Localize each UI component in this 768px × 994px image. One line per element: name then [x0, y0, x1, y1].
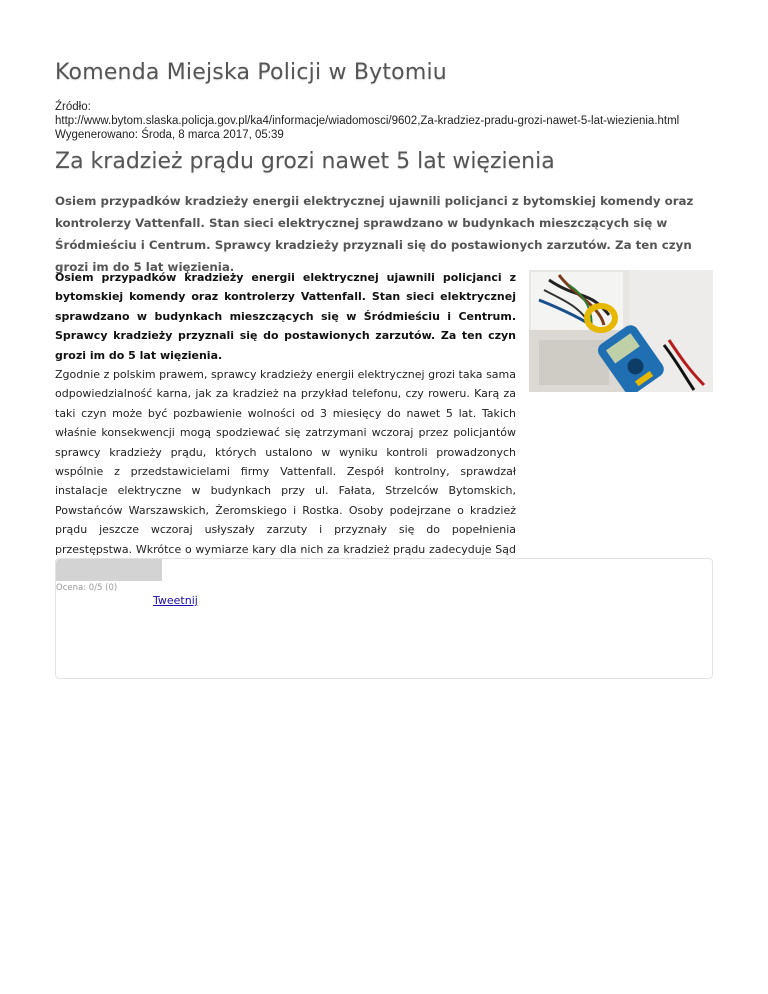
article-body [55, 268, 516, 579]
tweet-link[interactable]: Tweetnij [153, 594, 198, 607]
rating-text: Ocena: 0/5 (0) [56, 583, 118, 593]
rating-box [55, 558, 713, 679]
generated-date: Wygenerowano: Środa, 8 marca 2017, 05:39 [55, 129, 284, 141]
source-url: http://www.bytom.slaska.policja.gov.pl/ka4/informacje/wiadomosci/9602,Za-kradziez-pradu-grozi-nawet-5-lat-wiezienia.html [55, 115, 680, 127]
source-label: Źródło: [55, 101, 91, 113]
article-body-intro: Osiem przypadków kradzieży energii elektrycznej ujawnili policjanci z bytomskiej komendy oraz kontrolerzy Vattenfall. Stan sieci elektrycznej sprawdzano w budynkach mieszczących się w Śródmieściu i Centrum. Sprawcy kradzieży przyznali się do postawionych zarzutów. Za ten czyn grozi im do 5 lat więzienia. [55, 271, 516, 362]
site-title: Komenda Miejska Policji w Bytomiu [55, 60, 447, 85]
article-body-paragraph: Zgodnie z polskim prawem, sprawcy kradzieży energii elektrycznej grozi taka sama odpowiedzialność karna, jak za kradzież na przykład telefonu, czy roweru. Karą za taki czyn może być pozbawienie wolności od 3 miesięcy do nawet 5 lat. Takich właśnie konsekwencji mogą spodziewać się zatrzymani wczoraj przez policjantów sprawcy kradzieży prądu, których ustalono w wyniku kontroli prowadzonych wspólnie z przedstawicielami firmy Vattenfall. Zespół kontrolny, sprawdzał instalacje elektryczne w budynkach przy ul. Fałata, Strzelców Bytomskich, Powstańców Warszawskich, Żeromskiego i Rostka. Osoby podejrzane o kradzież prądu jeszcze wczoraj usłyszały zarzuty i przyznały się do popełnienia przestępstwa. Wkrótce o wymiarze kary dla nich za kradzież prądu zadecyduje Sąd [55, 368, 516, 556]
article-title: Za kradzież prądu grozi nawet 5 lat więzienia [55, 149, 555, 174]
source-meta [55, 100, 735, 142]
article-lead: Osiem przypadków kradzieży energii elektrycznej ujawnili policjanci z bytomskiej komendy oraz kontrolerzy Vattenfall. Stan sieci elektrycznej sprawdzano w budynkach mieszczących się w Śródmieściu i Centrum. Sprawcy kradzieży przyznali się do postawionych zarzutów. Za ten czyn grozi im do 5 lat więzienia. [55, 194, 694, 274]
rating-bar[interactable] [56, 559, 162, 581]
article-photo [529, 270, 713, 392]
clamp-meter-photo-illustration [529, 270, 713, 392]
